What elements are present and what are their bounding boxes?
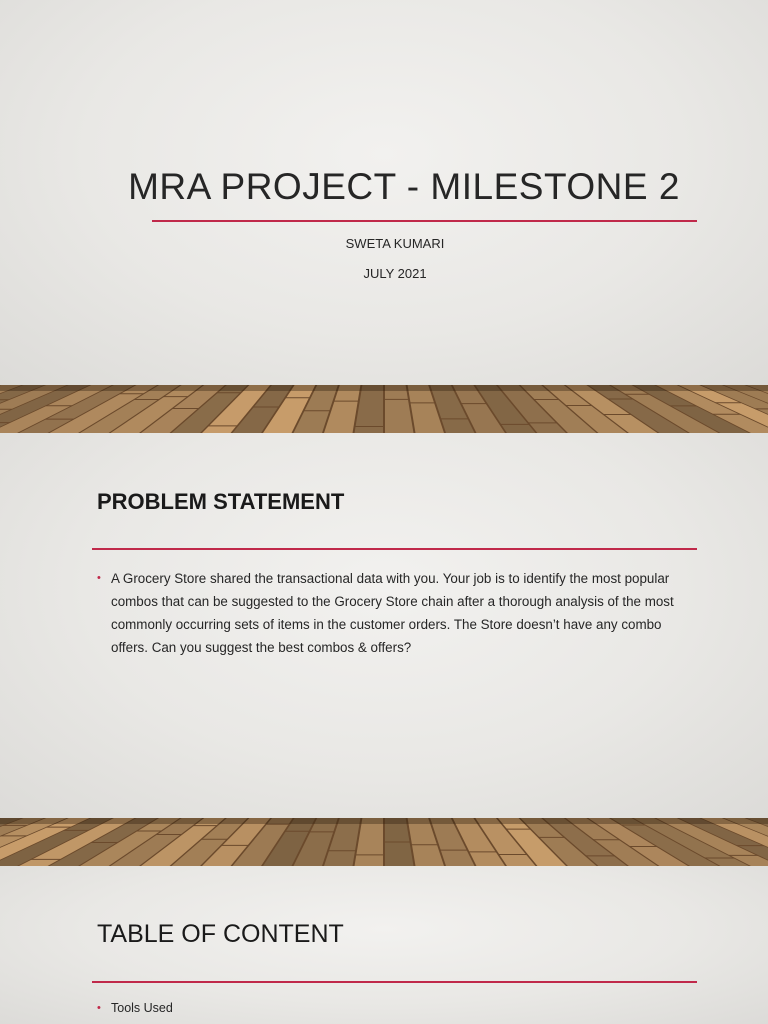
problem-statement-slide xyxy=(0,433,768,818)
bullet-icon: • xyxy=(97,1002,101,1014)
table-of-content-slide xyxy=(0,866,768,1024)
bullet-icon: • xyxy=(97,572,101,584)
heading-underline xyxy=(92,548,697,550)
author-name: SWETA KUMARI xyxy=(345,236,445,251)
heading-underline xyxy=(92,981,697,983)
problem-statement-bullet xyxy=(97,567,697,659)
wood-floor-texture xyxy=(0,385,768,433)
section-heading: PROBLEM STATEMENT xyxy=(97,489,345,514)
slide-title: MRA PROJECT - MILESTONE 2 xyxy=(128,166,680,207)
toc-bullet xyxy=(97,997,697,1020)
section-heading: TABLE OF CONTENT xyxy=(97,920,344,948)
title-underline xyxy=(152,220,697,222)
wood-floor-1 xyxy=(0,385,768,433)
presentation-date: JULY 2021 xyxy=(363,266,427,281)
wood-floor-2 xyxy=(0,818,768,866)
title-slide xyxy=(0,0,768,385)
bullet-text: A Grocery Store shared the transactional data with you. Your job is to identify the most popular combos that can be suggested to the Grocery Store chain after a thorough analysis of the most commonly occurring sets of items in the customer orders. The Store doesn’t have any combo offers. Can you suggest the best combos & offers? xyxy=(111,571,674,655)
wood-floor-texture xyxy=(0,818,768,866)
bullet-text: Tools Used xyxy=(111,1001,173,1015)
